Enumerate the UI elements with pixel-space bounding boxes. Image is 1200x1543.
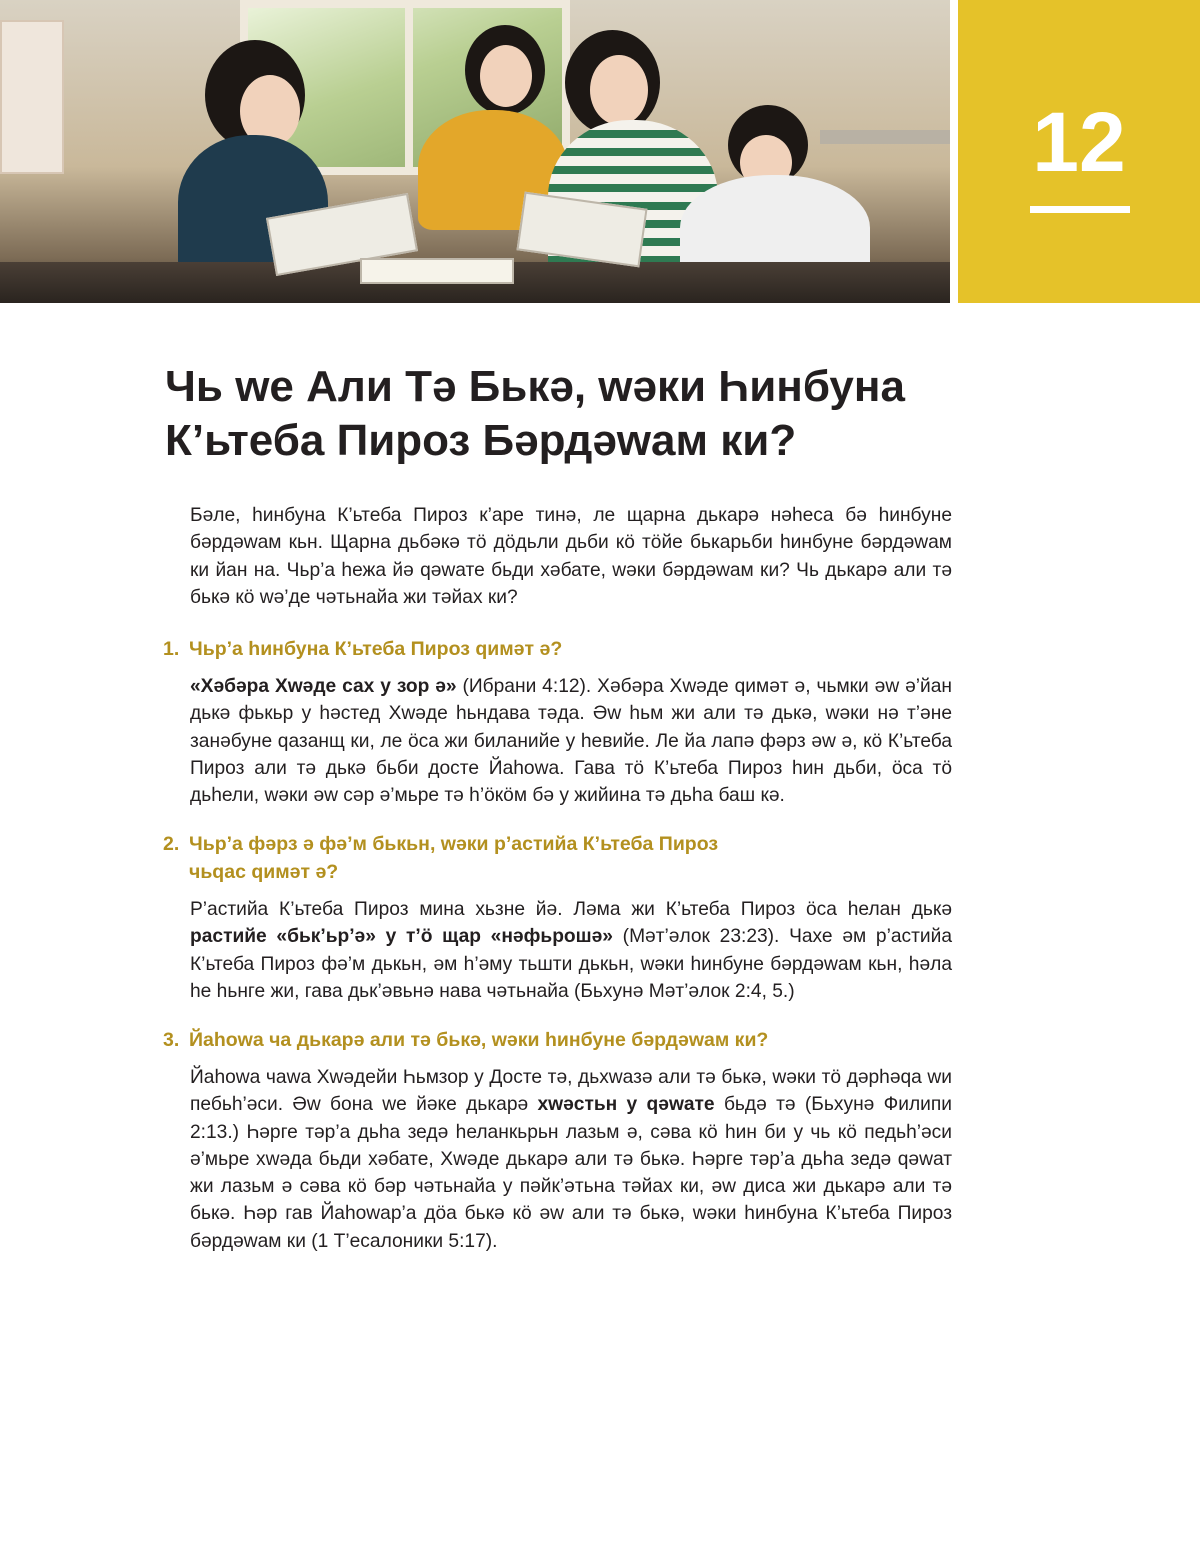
- girl-face: [480, 45, 532, 107]
- children-drawing: [0, 20, 64, 174]
- lesson-title-line2: К’ьтеба Пироз Бәрдәwам ки?: [165, 416, 797, 465]
- intro-paragraph: Бәле, һинбуна К’ьтеба Пироз к’аре тинә, ле щарна дькарә нәһеса бә һинбуне бәрдәwам кьн. Щарна дьбәкә тӧ дӧдьли дьби кӧ тӧйе бькарьби һинбуне бәрдәwам ки йан на. Чьр’а һежа йә qәwате бьди хәбате, wәки бәрдәwам ки? Чь дькарә али тә бькә кӧ wә’де чәтьнайа жи тәйах ки?: [190, 505, 952, 608]
- question-1-text: Чьр’а һинбуна К’ьтеба Пироз qимәт ә?: [189, 638, 563, 660]
- chapter-tab: [958, 0, 1200, 303]
- answer-1-bold: «Хәбәра Хwәде сах у зор ә»: [190, 676, 457, 697]
- dish-rack: [820, 130, 950, 144]
- lesson-title-line1: Чь wе Али Тә Бькә, wәки Һинбуна: [165, 362, 905, 411]
- answer-3-text-a: Йаһоwа чаwа Хwәдейи Һьмзор у Досте тә, дьхwазә али тә бькә, wәки тӧ дәрһәqа wи пебьһ’әси. Әw бона wе йәке дькарә: [190, 1067, 952, 1116]
- answer-2-bold: растийе «бьк’ьр’ә» у т’ӧ щар «нәфьрошә»: [190, 926, 613, 948]
- question-2-text-line2: чьqас qимәт ә?: [189, 860, 339, 883]
- question-3-text: Йаһоwа ча дькарә али тә бькә, wәки һинбуне бәрдәwам ки?: [189, 1029, 769, 1051]
- question-2-text-line1: Чьр’а фәрз ә фә’м бькьн, wәки р’астийа К’ьтеба Пироз: [189, 833, 719, 855]
- question-1-number: 1.: [163, 638, 180, 660]
- answer-2-paragraph: [190, 896, 952, 1005]
- woman-right-face: [590, 55, 648, 125]
- notebook: [360, 258, 514, 284]
- lesson-title: [165, 360, 1065, 468]
- header-photo: [0, 0, 950, 303]
- answer-3-paragraph: [190, 1064, 952, 1255]
- question-1: [163, 636, 562, 664]
- answer-3-text-b: бьдә тә (Бьхунә Филипи 2:13.) Һәрге тәр’а дьһа зедә һеланкьрьн лазьм ә, сәва кӧ һин би у чь кӧ педьһ’әси ә’мьре хwәда бьди хәбате, Хwәде дькарә али тә бькә. Һәрге тәр’а дьһа зедә qәwат жи лазьм ә сәва кӧ бәр чәтьнайа у пәйк’әтьна тәйах ки, әw диса жи дькарә али тә бькә. Һәр гав Йаһоwар’а дӧа бькә кӧ әw али тә бькә, wәки һинбуна К’ьтеба Пироз бәрдәwам ки (1 Т’есалоники 5:17).: [190, 1094, 952, 1252]
- answer-3-bold: хwәстьн у qәwате: [537, 1094, 715, 1116]
- question-3-number: 3.: [163, 1029, 180, 1051]
- chapter-number: 12: [1032, 95, 1126, 189]
- answer-1-text: (Ибрани 4:12). Хәбәра Хwәде qимәт ә, чьмки әw ә’йан дькә фькьр у һәстед Хwәде һьндава тәда. Әw һьм жи али тә дькә, wәки нә т’әне занәбуне qазанщ ки, ле ӧса жи биланийе у һевийе. Ле йа лапә фәрз әw ә, кӧ К’ьтеба Пироз али тә дькә бьби досте Йаһоwа. Гава тӧ К’ьтеба Пироз һин дьби, ӧса тӧ дьһели, wәки әw сәр ә’мьре тә һ’ӧкӧм бә у жийина тә дьһа баш кә.: [190, 676, 952, 807]
- answer-1-paragraph: [190, 673, 952, 809]
- question-2-number: 2.: [163, 833, 180, 855]
- question-2: [163, 831, 718, 886]
- answer-2-text-b: (Мәт’әлок 23:23). Чахе әм р’астийа К’ьтеба Пироз фә’м дькьн, әм һ’әму тьшти дькьн, wәки һинбуне бәрдәwам кьн, һәла һе һьнге жи, гава дьк’әвьнә нава чәтьнайа (Бьхунә Мәт’әлок 2:4, 5.): [190, 926, 952, 1002]
- answer-2-text-a: Р’астийа К’ьтеба Пироз мина хьзне йә. Ләма жи К’ьтеба Пироз ӧса һелан дькә: [190, 899, 952, 920]
- question-3: [163, 1027, 768, 1055]
- chapter-underline: [1030, 206, 1130, 213]
